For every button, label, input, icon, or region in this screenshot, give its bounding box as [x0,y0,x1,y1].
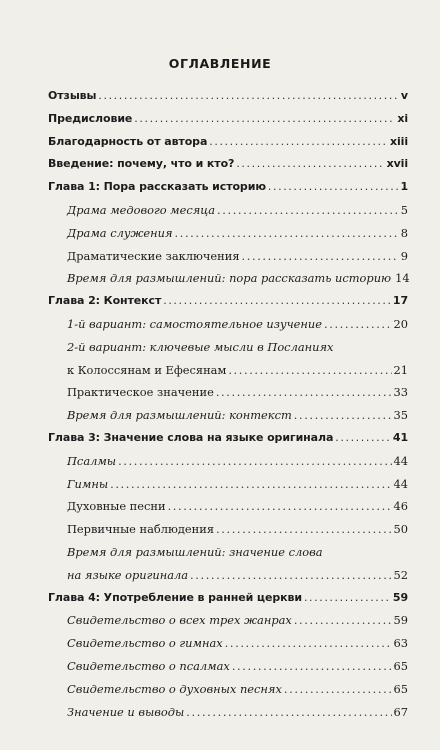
toc-chapter-entry [48,112,408,135]
toc-chapter-entry [48,135,408,158]
dot-leader [294,613,392,627]
toc-section-entry [48,363,408,386]
toc-page-number: 59 [393,613,408,628]
toc-page-number: 35 [393,408,408,423]
toc-entry-title: Введение: почему, что и кто? [48,157,235,171]
toc-entry-title: Глава 4: Употребление в ранней церкви [48,590,302,604]
dot-leader [175,226,399,240]
toc-section-entry [48,454,408,477]
toc-entry-title: Духовные песни [67,499,166,514]
toc-entry-title: Время для размышлений: контекст [67,408,292,423]
toc-page-number: 9 [400,248,408,263]
toc-chapter-entry [48,591,408,614]
dot-leader [217,203,399,217]
toc-entry-title: Драматические заключения [67,248,240,263]
toc-section-entry [48,499,408,522]
toc-entry-title: Значение и выводы [67,704,185,719]
toc-chapter-entry [48,431,408,454]
toc-page-number: 1 [400,180,408,194]
toc-chapter-entry [48,89,408,112]
dot-leader [304,591,391,604]
toc-entry-title: Предисловие [48,111,133,125]
toc-page-number: 41 [392,430,408,444]
toc-entry-title: 1-й вариант: самостоятельное изучение [67,316,322,331]
toc-section-entry [48,271,408,294]
toc-page-number: 63 [393,636,408,651]
toc-page-number: xi [397,111,408,125]
toc-entry-title: Отзывы [48,89,97,102]
page-title: ОГЛАВЛЕНИЕ [168,56,272,71]
toc-section-entry [48,682,408,705]
toc-page-number: 8 [400,225,408,240]
toc-entry-title: Глава 2: Контекст [48,294,162,308]
toc-entry-title: Драма служения [67,225,173,240]
toc-page-number: 67 [393,704,408,719]
dot-leader [242,249,399,263]
toc-entry-title: Драма медового месяца [67,202,216,217]
toc-page-number: 65 [393,681,408,696]
toc-entry-title: Свидетельство о духовных песнях [67,681,282,696]
dot-leader [216,385,392,399]
toc-page-number: 33 [393,385,408,400]
toc-section-entry [48,408,408,431]
dot-leader [110,477,391,491]
toc-section-entry [48,545,408,568]
toc-section-entry [48,385,408,408]
dot-leader [335,431,391,444]
dot-leader [324,317,392,331]
toc-entry-title: Время для размышлений: значение слова [67,544,323,559]
toc-page-number: 20 [393,316,408,331]
toc-page-number: 14 [395,271,410,286]
toc-page-number: 50 [393,522,408,537]
toc-page-number: 59 [392,590,408,604]
toc-section-entry [48,203,408,226]
toc-section-entry [48,249,408,272]
dot-leader [216,522,391,536]
toc-entry-title: Свидетельство о гимнах [67,636,223,651]
toc-section-entry [48,659,408,682]
toc-page-number: xiii [389,134,408,148]
toc-entry-title: Свидетельство о всех трех жанрах [67,613,292,628]
dot-leader [168,499,392,513]
toc-entry-title: на языке оригинала [67,567,189,582]
dot-leader [163,294,391,307]
toc-entry-title: Благодарность от автора [48,134,208,148]
toc-entry-title: Гимны [67,476,109,491]
dot-leader [186,705,391,719]
toc-page-number: 44 [393,476,408,491]
dot-leader [190,568,391,582]
toc-entry-title: Первичные наблюдения [67,522,215,537]
toc-chapter-entry [48,180,408,203]
toc-page-number: 5 [400,202,408,217]
dot-leader [98,89,399,102]
toc-section-entry [48,705,408,728]
toc-page-number: v [400,89,408,102]
toc-page-number: 44 [393,453,408,468]
dot-leader [209,135,388,148]
toc-entry-title: Свидетельство о псалмах [67,658,230,673]
toc-entry-title: 2-й вариант: ключевые мысли в Посланиях [67,339,334,354]
toc-entry-title: Псалмы [67,453,117,468]
toc-page-number: 17 [392,294,408,308]
toc-chapter-entry [48,294,408,317]
toc-section-entry [48,226,408,249]
toc-section-entry [48,636,408,659]
toc-chapter-entry [48,157,408,180]
toc-entry-title: Глава 1: Пора рассказать историю [48,180,266,194]
toc-page-number: xvii [386,157,408,171]
dot-leader [294,408,392,422]
table-of-contents [48,89,408,727]
toc-entry-title: к Колоссянам и Ефесянам [67,362,227,377]
dot-leader [236,157,384,170]
dot-leader [268,180,399,193]
toc-section-entry [48,340,408,363]
toc-section-entry [48,477,408,500]
toc-page-number: 46 [393,499,408,514]
dot-leader [225,636,392,650]
dot-leader [284,682,392,696]
toc-page-number: 52 [393,567,408,582]
toc-section-entry [48,613,408,636]
toc-section-entry [48,317,408,340]
dot-leader [134,112,395,125]
toc-entry-title: Глава 3: Значение слова на языке оригинала [48,430,334,444]
toc-page-number: 21 [393,362,408,377]
toc-section-entry [48,522,408,545]
toc-entry-title: Время для размышлений: пора рассказать историю [67,271,392,286]
toc-entry-title: Практическое значение [67,385,214,400]
dot-leader [232,659,392,673]
toc-section-entry [48,568,408,591]
dot-leader [228,363,391,377]
toc-page-number: 65 [393,658,408,673]
dot-leader [118,454,391,468]
